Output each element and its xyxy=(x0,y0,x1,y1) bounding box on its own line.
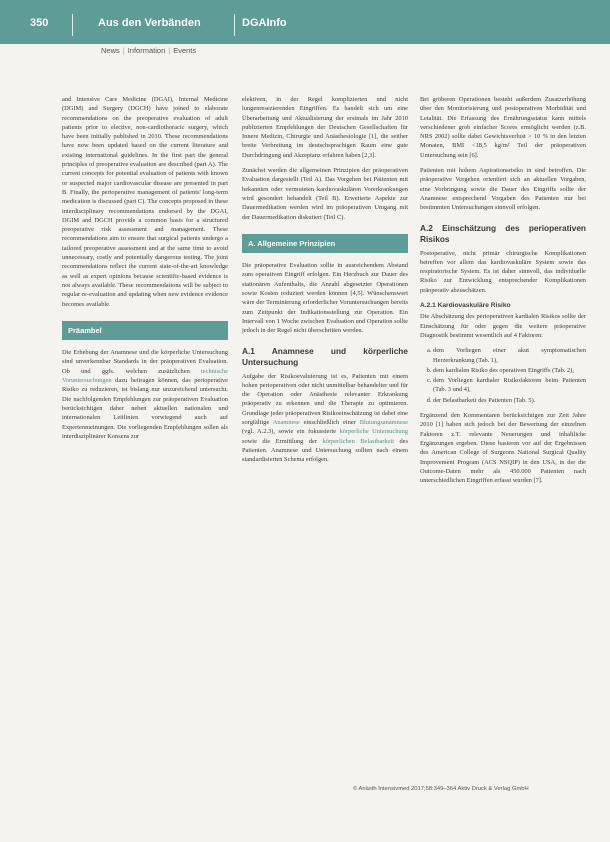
list-item: a. dem Vorliegen einer akut symptomatischen Herzerkrankung (Tab. 1), xyxy=(433,346,586,365)
nav-breadcrumb xyxy=(101,46,196,55)
text-run: dazu beitragen können, das perioperative Risiko zu reduzieren, ist bislang nur unzureichend untersucht. Die nachfolgenden Empfehlungen zur präoperativen Evaluation berücksichtigen daher neben aktuellen nationalen und internationalen Leitlinien vorwiegend auch auf Expertenmeinungen. Die vorliegenden Empfehlungen sollen als interdisziplinärer Konsens zur xyxy=(62,377,228,440)
body-paragraph: Die präoperative Evaluation sollte in ausreichendem Abstand zum operativen Eingriff erfolgen. Ein Herzbuch zur Dauer des stationären Aufenthalts, die Anzahl abgesetzter Operationen sowie Kosten reduziert werden können [4,5]. Wünschenswert wäre der Terminierung erforderlicher Voruntersuchungen bereits zum Zeitpunkt der Indikationsstellung zur Operation. Ein Intervall von 1 Woche zwischen Evaluation und Operation sollte jedoch in der Regel nicht überschritten werden. xyxy=(242,262,408,335)
body-paragraph: Zunächst werden die allgemeinen Prinzipien der präoperativen Evaluation dargestellt (Teil A). Das Vorgehen bei Patienten mit bekannten oder vermuteten kardiovaskulären Vorerkrankungen wird gesondert behandelt (Teil B). Erweiterte Aspekte zur Dauermedikation werden wird im präoperativen Umgang mit der Dauermedikation diskutiert (Teil C). xyxy=(242,167,408,221)
list-item: b. dem kardialen Risiko des operativen Eingriffs (Tab. 2), xyxy=(433,366,586,375)
subheading-a21: A.2.1 Kardiovaskuläre Risiko xyxy=(420,302,511,310)
abstract-paragraph: and Intensive Care Medicine (DGAI), Internal Medicine (DGIM) and Surgery (DGCH) have joined to elaborate recommendations on the preoperative evaluation of adult patients prior to elective, non-cardiothoracic surgery, which have been initially published in 2010. These recommendations have now been updated based on the current literature and existing international guidelines. In the first part the general principles of preoperative evaluation are described (part A). The current concepts for potential evaluation of patients with known or suspected major cardiovascular disease are presented in part B. Finally, the perioperative management of patients' long-term medication is discussed (part C). The concepts proposed in these interdisciplinary recommendations endorsed by the DGAI, DGIM and DGCH provide a common basis for a structured preoperative risk assessment and management. These recommendations aim to ensure that surgical patients undergo a tailored preoperative assessment and at the same time to avoid unnecessary, costly and potentially dangerous testing. The joint recommendations reflect the current state-of-the-art knowledge as well as expert opinions because scientific-based evidence is not always available. These recommendations will be subject to regular re-evaluation and updating when new evidence evidence becomes available. xyxy=(62,96,228,308)
body-paragraph: Patienten mit hohem Aspirationsrisiko in sind betroffen. Die präoperative Vorgehen orientiert sich an aktuellen Vorgaben, eine Vorbringung sowie die Dauer des Eingriffs sollte der Anamnese entsprechend Vorgaben des Patienten nur bei bestimmten Untersuchungen sinnvoll erfolgen. xyxy=(420,167,586,212)
inline-link[interactable]: Anamnese xyxy=(272,419,300,427)
column-1 xyxy=(62,95,228,447)
body-paragraph xyxy=(242,372,408,465)
text-run: Aufgabe der Risikoevaluierung ist es, Patienten mit einem hohen perioperativen oder nicht unmittelbar behandelter und für die Operation oder Anästhesie relevanter Erkrankung präoperativ zu erkennen und die Therapie zu optimieren. Grundlage jeder präoperativen Risikoeinschätzung ist dabei eine sorgfältige xyxy=(242,372,408,427)
nav-item-news[interactable]: News xyxy=(101,46,120,55)
text-run: (vgl. A.2.3), sowie ein fokussierte xyxy=(242,428,340,436)
section-heading-praeambel: Präambel xyxy=(62,321,228,340)
nav-separator: | xyxy=(168,46,171,55)
section-heading-a: A. Allgemeine Prinzipien xyxy=(242,234,408,253)
inline-link[interactable]: technische Voruntersuchungen xyxy=(62,367,228,385)
subheading-a1: A.1 Anamnese und körperliche Untersuchung xyxy=(242,345,408,367)
body-paragraph: Bei gröberen Operationen besteht außerdem Zusatzerhöhung über den Monitorisierung und postoperativen Morbidität und Letalität. Die Erfassung des Ernährungsstatus kann mittels verschiedener grob einfacher Scores ermöglicht werden (z.B. NRS 2002) sollte dabei Gewichtsverlust > 10 % in den letzten Monaten, BMI <18,5 kg/m² Teil der präoperativen Untersuchung sein [6]. xyxy=(420,96,586,159)
footer-citation: © Anästh Intensivmed 2017;58:349–364 Aktiv Druck & Verlag GmbH xyxy=(353,786,529,792)
publication-title: DGAInfo xyxy=(242,17,287,29)
section-title: Aus den Verbänden xyxy=(98,17,201,29)
text-run: einschließlich einer xyxy=(299,419,360,427)
header-bar xyxy=(0,0,610,44)
inline-link[interactable]: Blutungsanamnese xyxy=(359,419,408,427)
header-divider xyxy=(234,14,235,36)
body-paragraph: Postoperative, nicht primär chirurgische Komplikationen betreffen vor allem das kardiovaskuläre System sowie das respiratorische System. Es ist daher sinnvoll, das individuelle Risiko zur Entwicklung entsprechender Komplikationen präoperativ abzuschätzen. xyxy=(420,249,586,294)
text-run: des Patienten. Anamnese und Untersuchung sollten nach einem standardisierten Schema erfolgen. xyxy=(242,437,408,464)
body-paragraph: elektiven, in der Regel komplizierten und nicht lungenresezierenden Eingriffen. Es handelt sich um eine Überarbeitung und Aktualisierung der erstmals im Jahr 2010 publizierten Empfehlungen der Deutschen Gesellschaften für Innere Medizin, Chirurgie und Anästhesiologie [1], die seither breite Verbreitung im deutschsprachigen Raum eine gute Durchdringung und Akzeptanz erfahren haben [2,3]. xyxy=(242,96,408,159)
nav-item-information[interactable]: Information xyxy=(127,46,166,55)
text-run: Die Erhebung der Anamnese und die körperliche Untersuchung sind unverkennbar Standards in der präoperativen Evaluation. Ob und ggfs. welchen zusätzlichen xyxy=(62,349,228,375)
list-item: d. der Belastbarkeit des Patienten (Tab. 5). xyxy=(433,396,586,405)
column-2 xyxy=(242,95,408,471)
nav-separator: | xyxy=(122,46,125,55)
header-divider xyxy=(72,14,73,36)
risk-factor-list xyxy=(420,346,586,405)
nav-item-events[interactable]: Events xyxy=(173,46,197,55)
body-paragraph: Ergänzend den Kommentaren berücksichtigen zur Zeit Jahre 2010 [1] haben sich jedoch bei der Bewertung der einzelnen Faktoren z.T. relevante Neuerungen und inhaltliche Ergänzungen ergeben. Diese basieren vor auf der Ergebnissen des American College of Surgeons National Surgical Quality Improvement Program (ACS NSQIP) in den USA, in der die Outcome-Daten mehr als 450.000 Patienten nach unterschiedlichen Eingriffen erfasst wurden [7]. xyxy=(420,412,586,485)
body-paragraph: Die Abschätzung des perioperativen kardialen Risikos sollte der Einschätzung für oder gegen die weitere präoperative Diagnostik bestimmt wesentlich auf 4 Faktoren: xyxy=(420,313,586,339)
subheading-a2: A.2 Einschätzung des perioperativen Risikos xyxy=(420,222,586,244)
page-number: 350 xyxy=(30,17,49,29)
inline-link[interactable]: körperlichen Belastbarkeit xyxy=(322,437,394,445)
body-paragraph xyxy=(62,348,228,441)
inline-link[interactable]: körperliche Untersuchung xyxy=(339,428,408,436)
text-run: sowie die Ermittlung der xyxy=(242,437,323,445)
list-item: c. dem Vorliegen kardialer Risikofaktoren beim Patienten (Tab. 3 und 4), xyxy=(433,376,586,395)
column-3 xyxy=(420,95,586,491)
